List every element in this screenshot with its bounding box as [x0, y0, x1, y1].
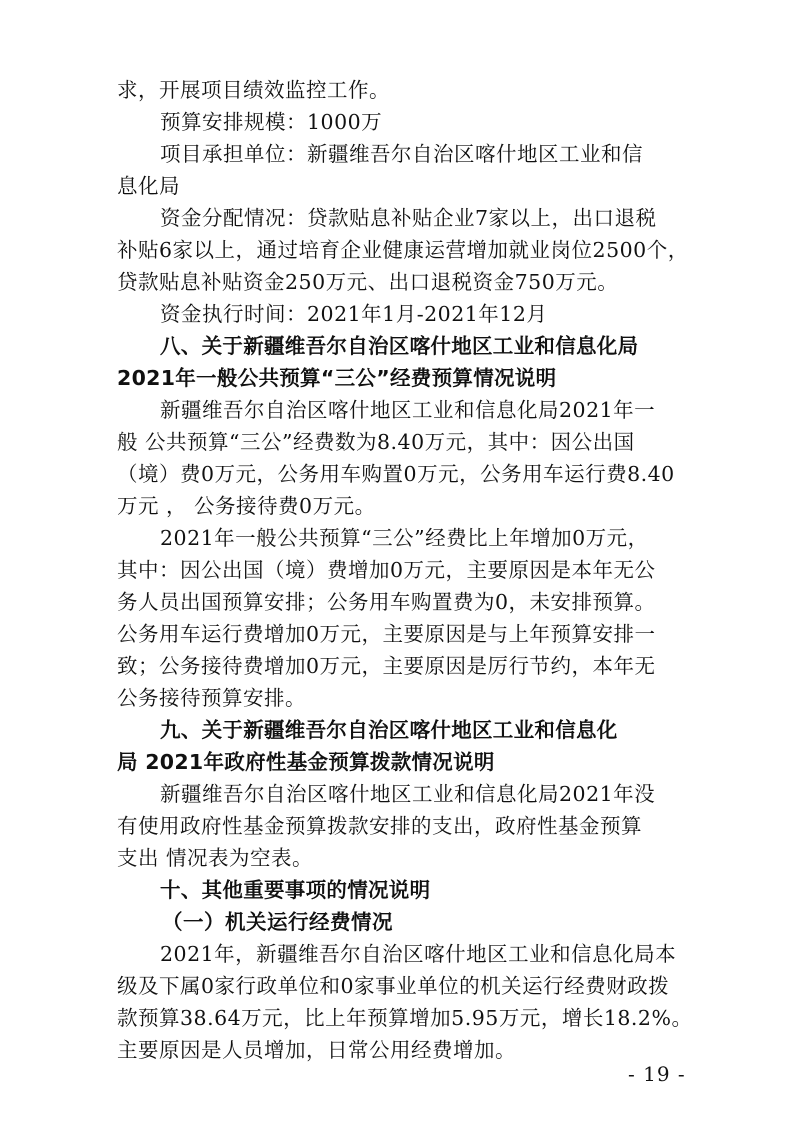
text-line: 公务用车运行费增加0万元，主要原因是与上年预算安排一	[117, 622, 656, 646]
text-line: 资金分配情况：贷款贴息补贴企业7家以上，出口退税	[160, 206, 657, 230]
section-heading: 2021年一般公共预算“三公”经费预算情况说明	[117, 366, 557, 390]
text-line: 其中：因公出国（境）费增加0万元，主要原因是本年无公	[117, 558, 656, 582]
subsection-heading: （一）机关运行经费情况	[162, 910, 393, 934]
text-line: 致；公务接待费增加0万元，主要原因是厉行节约，本年无	[117, 654, 656, 678]
text-line: 支出 情况表为空表。	[117, 846, 314, 870]
text-line: 求，开展项目绩效监控工作。	[117, 78, 390, 102]
text-line: 息化局	[117, 174, 180, 198]
text-line: 贷款贴息补贴资金250万元、出口退税资金750万元。	[117, 270, 619, 294]
text-line: 有使用政府性基金预算拨款安排的支出，政府性基金预算	[117, 814, 642, 838]
text-line: 2021年，新疆维吾尔自治区喀什地区工业和信息化局本	[160, 942, 677, 966]
text-line: 新疆维吾尔自治区喀什地区工业和信息化局2021年没	[160, 782, 656, 806]
text-line: 般 公共预算“三公”经费数为8.40万元，其中：因公出国	[117, 430, 635, 454]
text-line: 公务接待预算安排。	[117, 686, 306, 710]
text-line: 款预算38.64万元，比上年预算增加5.95万元，增长18.2%。	[117, 1006, 693, 1030]
text-line: 2021年一般公共预算“三公”经费比上年增加0万元，	[160, 526, 649, 550]
text-line: （境）费0万元，公务用车购置0万元，公务用车运行费8.40	[117, 462, 675, 486]
text-line: 新疆维吾尔自治区喀什地区工业和信息化局2021年一	[160, 398, 656, 422]
page-number: - 19 -	[628, 1062, 686, 1086]
text-line: 务人员出国预算安排；公务用车购置费为0，未安排预算。	[117, 590, 656, 614]
text-line: 万元 ， 公务接待费0万元。	[117, 494, 376, 518]
section-heading: 九、关于新疆维吾尔自治区喀什地区工业和信息化	[160, 718, 618, 742]
text-line: 补贴6家以上，通过培育企业健康运营增加就业岗位2500个，	[117, 238, 689, 262]
text-line: 项目承担单位：新疆维吾尔自治区喀什地区工业和信	[160, 142, 643, 166]
section-heading: 八、关于新疆维吾尔自治区喀什地区工业和信息化局	[160, 334, 639, 358]
text-line: 预算安排规模：1000万	[160, 110, 383, 134]
section-heading: 十、其他重要事项的情况说明	[160, 878, 431, 902]
section-heading: 局 2021年政府性基金预算拨款情况说明	[117, 750, 495, 774]
text-line: 主要原因是人员增加，日常公用经费增加。	[117, 1038, 516, 1062]
text-line: 资金执行时间：2021年1月-2021年12月	[160, 302, 548, 326]
text-line: 级及下属0家行政单位和0家事业单位的机关运行经费财政拨	[117, 974, 670, 998]
